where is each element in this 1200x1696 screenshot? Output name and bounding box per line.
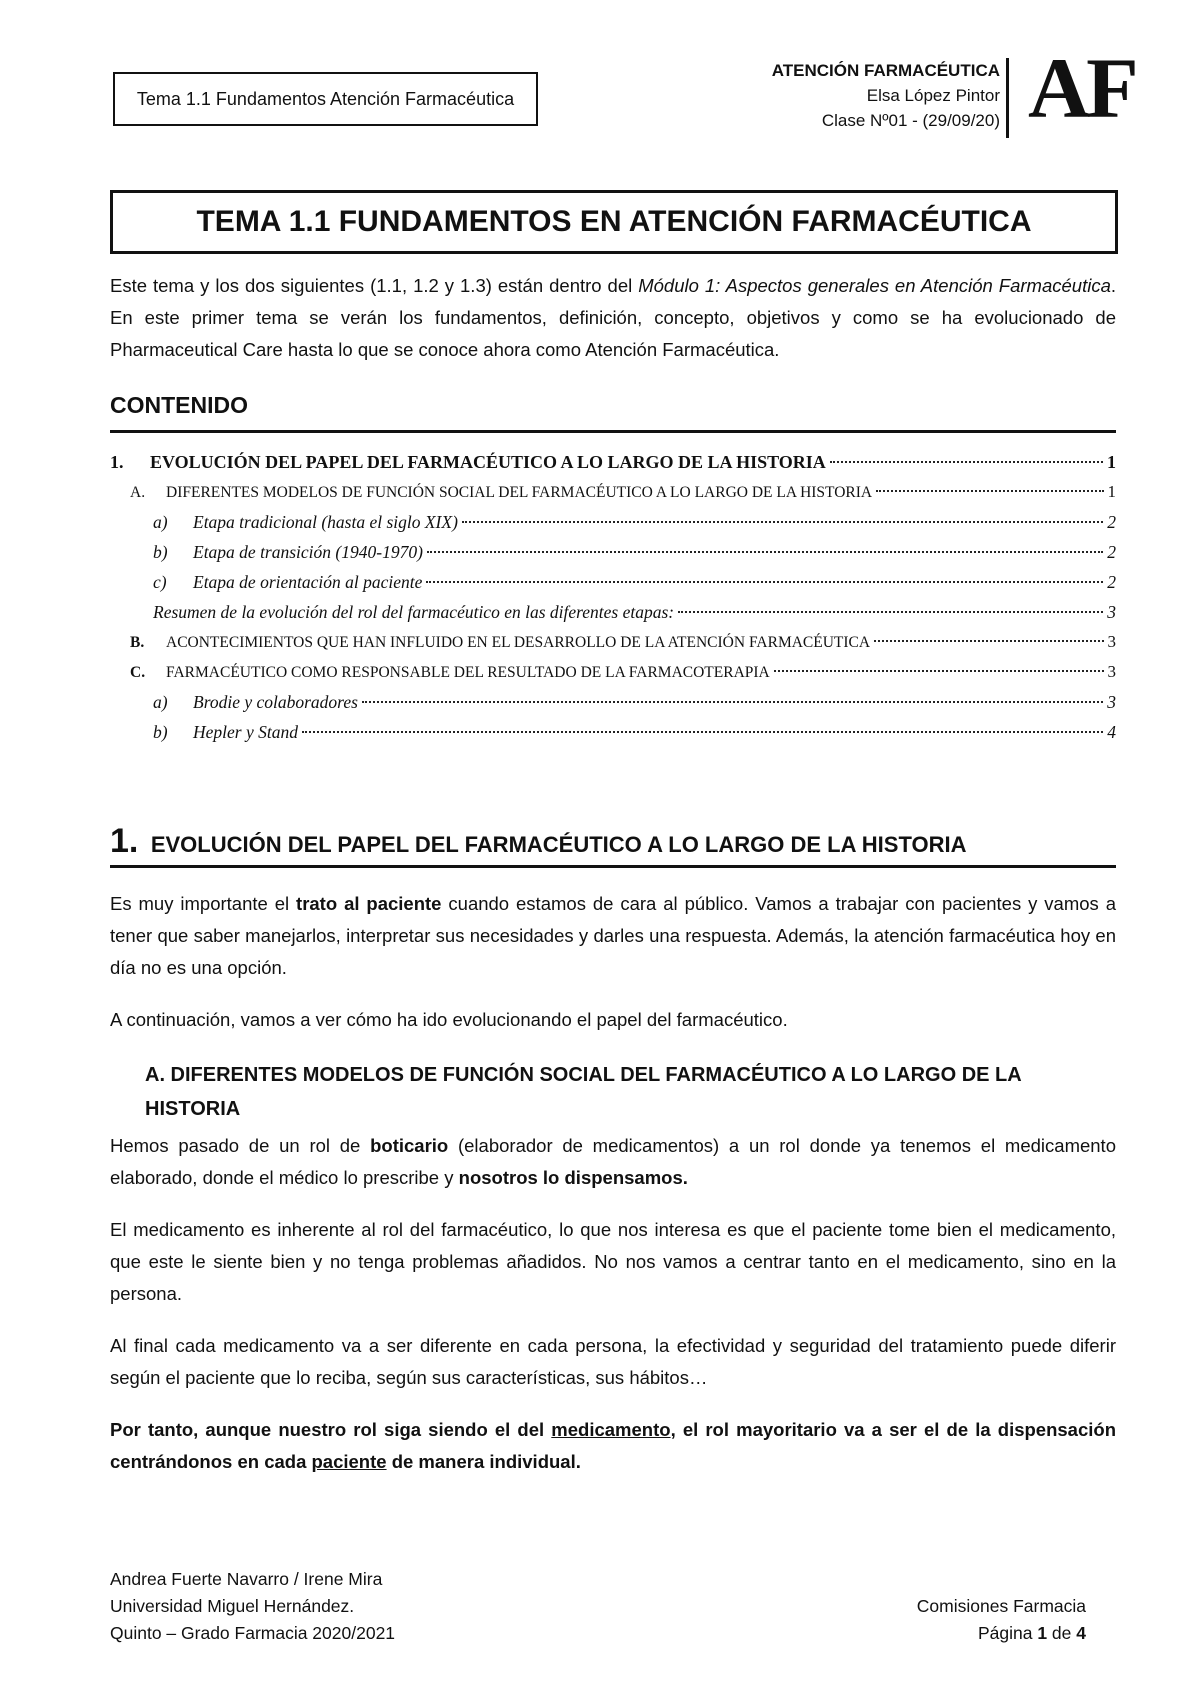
header-course: ATENCIÓN FARMACÉUTICA bbox=[771, 61, 1000, 80]
toc-entry-text: EVOLUCIÓN DEL PAPEL DEL FARMACÉUTICO A LO LARGO DE LA HISTORIA bbox=[150, 452, 826, 472]
underlined-text: paciente bbox=[311, 1451, 387, 1472]
document-title-box bbox=[110, 190, 1118, 254]
toc-entry-number: a) bbox=[153, 512, 168, 532]
subsection-a-paragraph-3 bbox=[110, 1330, 1116, 1394]
intro-text-2: . En este primer tema se verán los fundamentos, definición, concepto, objetivos y como se ha evolucionado de Pharmaceutical Care hasta lo que se conoce ahora como Atención Farmacéutica. bbox=[110, 275, 1116, 360]
toc-entry-number: C. bbox=[130, 664, 146, 681]
footer-course-year: Quinto – Grado Farmacia 2020/2021 bbox=[110, 1623, 396, 1643]
toc-entry-number: c) bbox=[153, 572, 167, 592]
toc-entry[interactable] bbox=[153, 542, 1116, 570]
toc-entry-number: 1. bbox=[110, 452, 124, 472]
section-1-paragraph-1 bbox=[110, 888, 1116, 984]
toc-entry[interactable] bbox=[130, 662, 1116, 690]
toc-entry-page: 4 bbox=[1107, 722, 1116, 742]
toc-entry-number: a) bbox=[153, 692, 168, 712]
toc-entry-page: 3 bbox=[1107, 632, 1116, 651]
toc-entry-number: A. bbox=[130, 484, 146, 501]
header-topic-box bbox=[113, 72, 538, 126]
header-topic-text: Tema 1.1 Fundamentos Atención Farmacéutica bbox=[136, 88, 515, 109]
text: de manera individual. bbox=[386, 1451, 581, 1472]
current-page: 1 bbox=[1037, 1623, 1048, 1643]
text: A continuación, vamos a ver cómo ha ido evolucionando el papel del farmacéutico. bbox=[110, 1009, 788, 1030]
text: , el rol mayoritario va a ser el de la dispensación centrándonos en cada bbox=[110, 1419, 1116, 1472]
toc-entry-page: 3 bbox=[1107, 662, 1116, 681]
text: El medicamento es inherente al rol del farmacéutico, lo que nos interesa es que el paciente tome bien el medicamento, que este le siente bien y no tenga problemas añadidos. No nos vamos a centrar tanto en el medicamento, sino en la persona. bbox=[110, 1219, 1116, 1304]
toc-entry-text: DIFERENTES MODELOS DE FUNCIÓN SOCIAL DEL FARMACÉUTICO A LO LARGO DE LA HISTORIA bbox=[166, 484, 873, 501]
toc-entry-text: Hepler y Stand bbox=[193, 722, 298, 742]
toc-entry-number: b) bbox=[153, 542, 168, 562]
toc-entry[interactable] bbox=[153, 572, 1116, 600]
underlined-text: medicamento bbox=[551, 1419, 671, 1440]
toc-leader-dots bbox=[874, 640, 1103, 642]
intro-text-1: Este tema y los dos siguientes (1.1, 1.2 y 1.3) están dentro del bbox=[110, 275, 639, 296]
toc-entry-page: 2 bbox=[1107, 572, 1116, 592]
toc-entry[interactable] bbox=[130, 482, 1116, 510]
toc-entry-page: 2 bbox=[1107, 542, 1116, 562]
text: Página bbox=[977, 1623, 1038, 1643]
header-divider bbox=[1006, 58, 1009, 138]
section-1-heading bbox=[110, 822, 1116, 868]
footer-authors: Andrea Fuerte Navarro / Irene Mira bbox=[110, 1569, 383, 1589]
toc-leader-dots bbox=[830, 461, 1103, 463]
toc-entry-text: ACONTECIMIENTOS QUE HAN INFLUIDO EN EL DESARROLLO DE LA ATENCIÓN FARMACÉUTICA bbox=[166, 634, 871, 651]
toc-entry-text: FARMACÉUTICO COMO RESPONSABLE DEL RESULTADO DE LA FARMACOTERAPIA bbox=[166, 664, 770, 681]
contents-heading bbox=[110, 388, 1116, 433]
footer-right bbox=[917, 1593, 1086, 1647]
footer-left bbox=[110, 1566, 395, 1647]
toc-entry-page: 3 bbox=[1107, 602, 1116, 622]
footer-page-number bbox=[917, 1620, 1086, 1647]
footer-commission: Comisiones Farmacia bbox=[916, 1596, 1086, 1616]
toc-entry-page: 2 bbox=[1107, 512, 1116, 532]
toc-entry[interactable] bbox=[153, 692, 1116, 720]
text: Al final cada medicamento va a ser diferente en cada persona, la efectividad y seguridad del tratamiento puede diferir según el paciente que lo reciba, según sus características, sus hábitos… bbox=[110, 1335, 1116, 1388]
header-teacher: Elsa López Pintor bbox=[866, 86, 1000, 105]
toc-entry-text: Brodie y colaboradores bbox=[193, 692, 358, 712]
toc-leader-dots bbox=[678, 611, 1103, 613]
text: Hemos pasado de un rol de bbox=[110, 1135, 371, 1156]
text: Por tanto, aunque nuestro rol siga siendo el del bbox=[110, 1419, 552, 1440]
total-pages: 4 bbox=[1076, 1623, 1086, 1643]
header-logo: AF bbox=[1028, 40, 1135, 136]
toc-entry-page: 1 bbox=[1107, 482, 1116, 501]
document-title: TEMA 1.1 FUNDAMENTOS EN ATENCIÓN FARMACÉUTICA bbox=[196, 205, 1032, 238]
header-course-info bbox=[772, 58, 1000, 133]
text: de bbox=[1047, 1623, 1077, 1643]
toc-leader-dots bbox=[426, 581, 1103, 583]
bold-text: trato al paciente bbox=[296, 893, 442, 914]
toc-leader-dots bbox=[302, 731, 1103, 733]
text: Es muy importante el bbox=[110, 893, 297, 914]
section-1-title: EVOLUCIÓN DEL PAPEL DEL FARMACÉUTICO A LO LARGO DE LA HISTORIA bbox=[150, 832, 967, 857]
toc-leader-dots bbox=[427, 551, 1103, 553]
footer-university: Universidad Miguel Hernández. bbox=[110, 1596, 355, 1616]
toc-leader-dots bbox=[362, 701, 1103, 703]
toc-entry[interactable] bbox=[153, 722, 1116, 750]
subsection-a-paragraph-2 bbox=[110, 1214, 1116, 1310]
section-1-paragraph-2 bbox=[110, 1004, 1116, 1036]
toc-entry[interactable] bbox=[130, 632, 1116, 660]
bold-text: boticario bbox=[370, 1135, 449, 1156]
toc-leader-dots bbox=[774, 670, 1104, 672]
toc-leader-dots bbox=[462, 521, 1103, 523]
toc-entry-number: b) bbox=[153, 722, 168, 742]
toc-entry-text: Etapa tradicional (hasta el siglo XIX) bbox=[193, 512, 458, 532]
toc-entry-text: Resumen de la evolución del rol del farmacéutico en las diferentes etapas: bbox=[153, 602, 675, 622]
subsection-a-heading bbox=[145, 1058, 1085, 1126]
toc-entry[interactable] bbox=[153, 512, 1116, 540]
subsection-a-paragraph-4 bbox=[110, 1414, 1116, 1478]
text: cuando estamos de cara al público. Vamos a trabajar con pacientes y vamos a tener que saber manejarlos, interpretar sus necesidades y darles una respuesta. Además, la atención farmacéutica hoy en día no es una opción. bbox=[110, 893, 1116, 978]
intro-module-name: Módulo 1: Aspectos generales en Atención Farmacéutica bbox=[638, 275, 1111, 296]
toc-entry-page: 1 bbox=[1107, 452, 1116, 472]
intro-paragraph bbox=[110, 270, 1116, 366]
subsection-a-paragraph-1 bbox=[110, 1130, 1116, 1194]
toc-entry-number: B. bbox=[130, 634, 145, 651]
subsection-a-title: A. DIFERENTES MODELOS DE FUNCIÓN SOCIAL DEL FARMACÉUTICO A LO LARGO DE LA HISTORIA bbox=[145, 1064, 1021, 1120]
toc-entry[interactable] bbox=[153, 602, 1116, 630]
toc-entry-text: Etapa de orientación al paciente bbox=[193, 572, 423, 592]
text: (elaborador de medicamentos) a un rol donde ya tenemos el medicamento elaborado, donde el médico lo prescribe y bbox=[110, 1135, 1116, 1188]
toc-leader-dots bbox=[876, 490, 1103, 492]
toc-entry-page: 3 bbox=[1107, 692, 1116, 712]
toc-entry[interactable] bbox=[110, 452, 1116, 480]
toc-entry-text: Etapa de transición (1940-1970) bbox=[193, 542, 423, 562]
header-class-info: Clase Nº01 - (29/09/20) bbox=[821, 111, 1000, 130]
contents-heading-text: CONTENIDO bbox=[110, 392, 248, 418]
section-1-number: 1. bbox=[110, 822, 139, 860]
bold-text: nosotros lo dispensamos. bbox=[458, 1167, 688, 1188]
